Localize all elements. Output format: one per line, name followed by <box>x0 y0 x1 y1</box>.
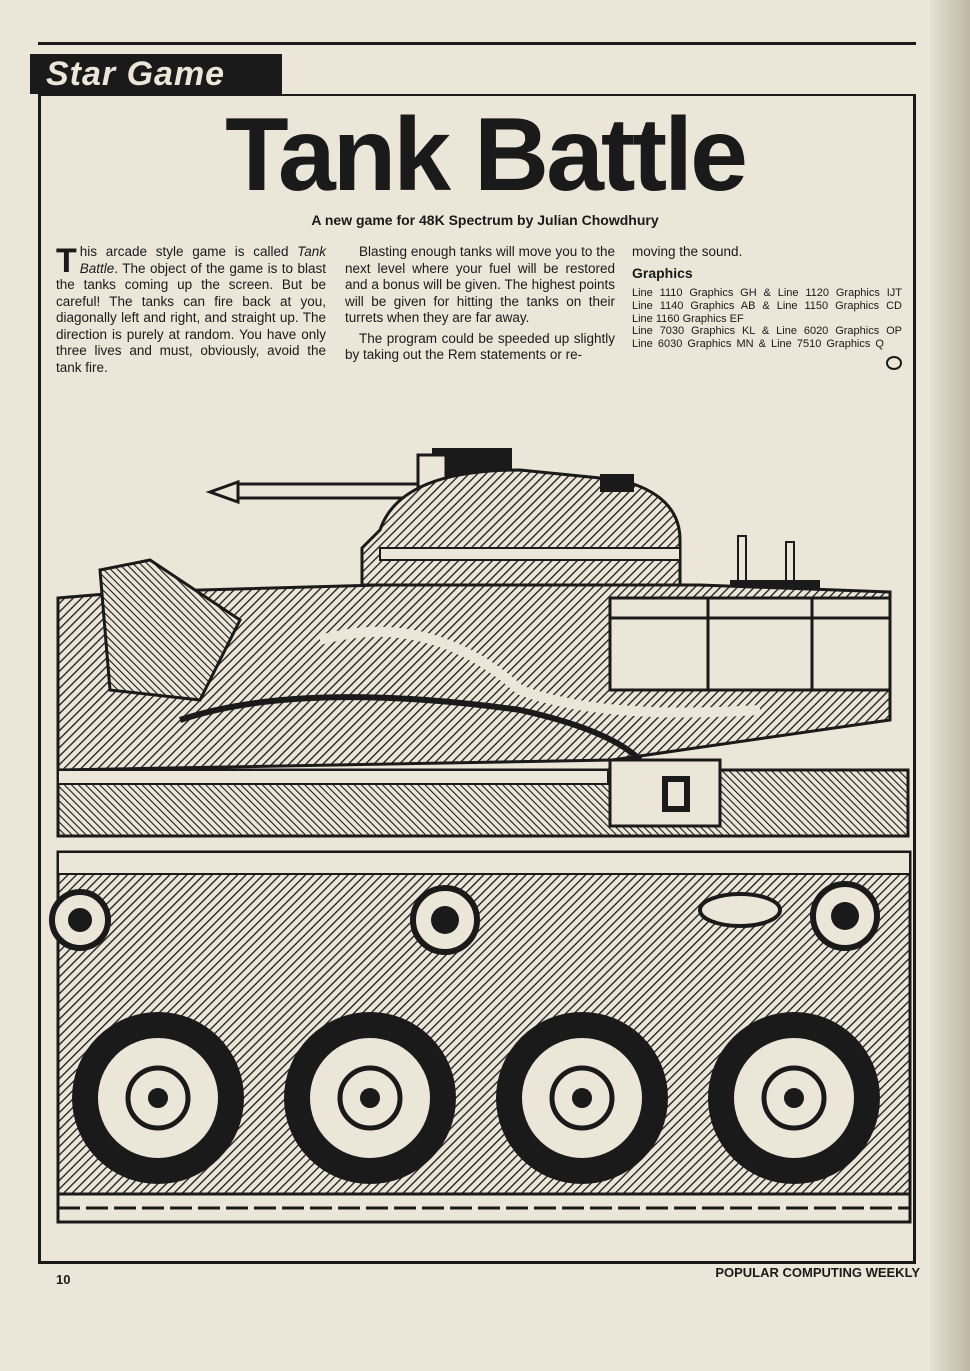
side-skirt <box>58 760 908 836</box>
byline: A new game for 48K Spectrum by Julian Chowdhury <box>311 212 659 228</box>
page-number: 10 <box>56 1272 71 1287</box>
graphics-line: Line 1140 Graphics AB & Line 1150 Graphics CD <box>632 299 902 312</box>
magazine-name: POPULAR COMPUTING WEEKLY <box>715 1265 920 1280</box>
graphics-line: Line 1110 Graphics GH & Line 1120 Graphics IJT <box>632 287 902 299</box>
game-name: Tank Battle <box>79 244 326 276</box>
graphics-heading: Graphics <box>632 264 693 281</box>
graphics-line: Line 6030 Graphics MN & Line 7510 Graphics Q <box>632 338 884 351</box>
article-title: Tank Battle <box>225 97 745 213</box>
upper-hull <box>58 560 890 770</box>
drop-cap: T <box>56 242 77 280</box>
antennas <box>730 536 820 590</box>
paragraph: moving the sound. <box>632 244 743 259</box>
paragraph: Blasting enough tanks will move you to the next level where your fuel will be restored and a bonus will be given. The highest points will be given for hitting the tanks on their turrets when they are far away. <box>345 244 615 325</box>
track-links <box>58 1194 910 1222</box>
turret <box>362 448 680 585</box>
graphics-line: Line 7030 Graphics KL & Line 6020 Graphics OP <box>632 325 902 338</box>
paragraph: The program could be speeded up slightly by taking out the Rem statements or re- <box>345 330 615 362</box>
intro-paragraph: This arcade style game is called Tank Battle. The object of the game is to blast the tanks coming up the screen. But be careful! The tanks can fire back at you, diagonally left and right, and straight up. The direction is purely at random. You have only three lives and must, obviously, avoid the tank fire. <box>56 242 326 375</box>
graphics-line: Line 1160 Graphics EF <box>632 312 744 325</box>
gun-barrel <box>210 482 428 502</box>
section-banner: Star Game <box>30 54 282 94</box>
